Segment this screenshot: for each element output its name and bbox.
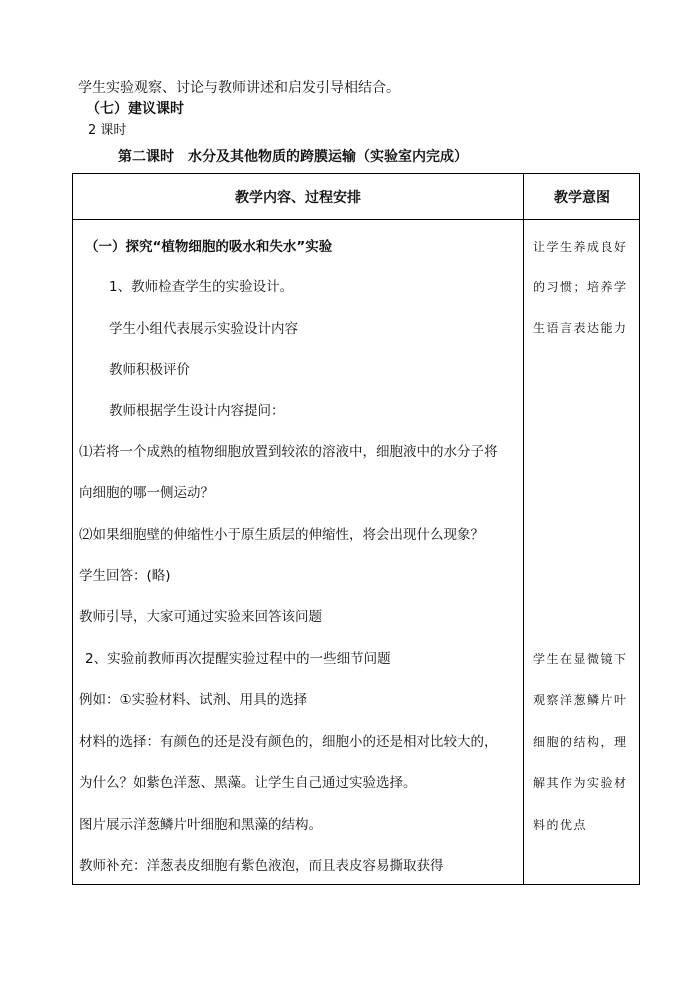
content-line: 材料的选择：有颜色的还是没有颜色的，细胞小的还是相对比较大的， [79, 734, 498, 750]
content-line: 教师根据学生设计内容提问： [109, 403, 285, 419]
intro-paragraph: 学生实验观察、讨论与教师讲述和启发引导相结合。 [78, 80, 400, 96]
content-line: 1、教师检查学生的实验设计。 [109, 279, 294, 295]
lesson-title: 第二课时 水分及其他物质的跨膜运输（实验室内完成） [118, 149, 468, 165]
header-intent-cell: 教学意图 [554, 189, 610, 206]
content-line: （一）探究“植物细胞的吸水和失水”实验 [85, 239, 333, 255]
section-heading: （七）建议课时 [86, 101, 184, 117]
content-line: 图片展示洋葱鳞片叶细胞和黑藻的结构。 [79, 817, 322, 833]
hours-text: 2 课时 [88, 123, 127, 138]
content-line: ⑵如果细胞壁的伸缩性小于原生质层的伸缩性，将会出现什么现象？ [79, 527, 484, 543]
content-line: 2、实验前教师再次提醒实验过程中的一些细节问题 [85, 651, 391, 667]
lesson-table [72, 173, 640, 885]
intent-note: 细胞的结构，理 [533, 735, 628, 749]
content-line: 教师积极评价 [109, 362, 190, 378]
intent-note: 观察洋葱鳞片叶 [533, 693, 628, 707]
content-line: 例如：①实验材料、试剂、用具的选择 [79, 692, 308, 708]
column-divider [523, 174, 524, 884]
content-line: 教师引导，大家可通过实验来回答该问题 [79, 609, 322, 625]
content-line: 教师补充：洋葱表皮细胞有紫色液泡，而且表皮容易撕取获得 [79, 858, 444, 874]
intent-note: 的习惯；培养学 [533, 280, 628, 294]
intent-note: 学生在显微镜下 [533, 652, 628, 666]
intent-note: 生语言表达能力 [533, 321, 628, 335]
intent-note: 料的优点 [533, 818, 588, 832]
intent-note: 让学生养成良好 [533, 240, 628, 254]
content-line: 学生回答：(略) [79, 568, 171, 584]
intent-note: 解其作为实验材 [533, 776, 628, 790]
content-line: ⑴若将一个成熟的植物细胞放置到较浓的溶液中，细胞液中的水分子将 [79, 444, 498, 460]
content-line: 为什么？如紫色洋葱、黑藻。让学生自己通过实验选择。 [79, 775, 417, 791]
header-divider [73, 219, 639, 220]
header-content-cell: 教学内容、过程安排 [235, 189, 361, 206]
content-line: 向细胞的哪一侧运动？ [79, 485, 214, 501]
content-line: 学生小组代表展示实验设计内容 [109, 321, 298, 337]
